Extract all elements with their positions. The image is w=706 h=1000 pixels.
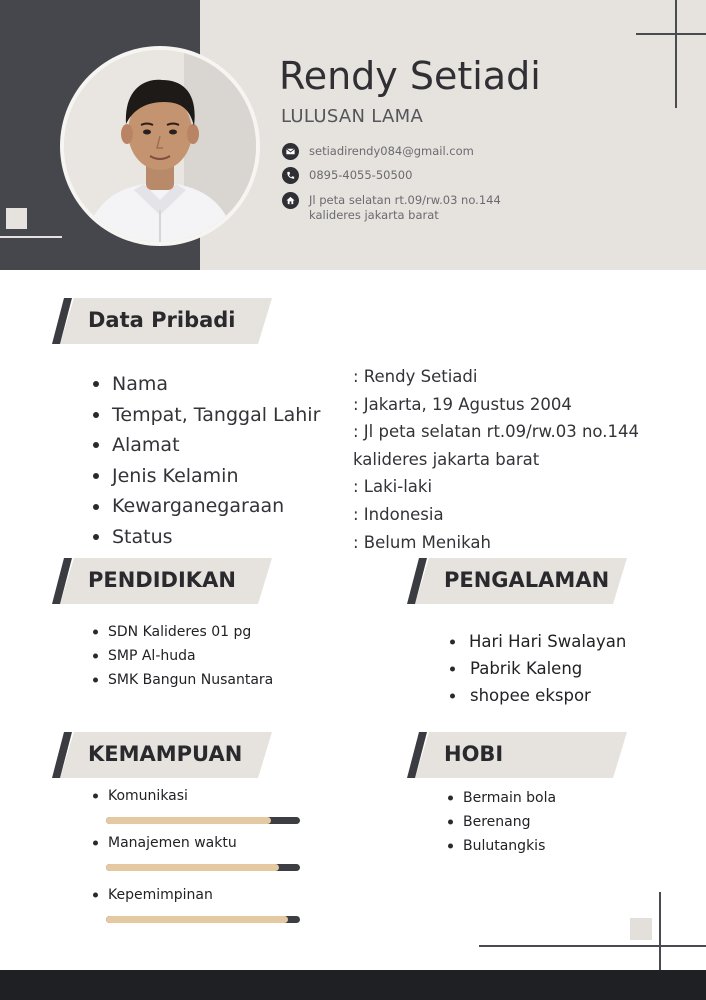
personal-labels-list (93, 369, 320, 553)
contact-email[interactable]: setiadirendy084@gmail.com (309, 144, 474, 158)
education-list (93, 620, 273, 692)
section-heading-experience (407, 558, 629, 604)
personal-value: : Indonesia (353, 504, 444, 524)
skill-label: Komunikasi (93, 788, 188, 804)
section-heading-hobbies (407, 732, 629, 778)
contact-address-line2: kalideres jakarta barat (309, 208, 439, 222)
skill-label: Kepemimpinan (93, 887, 213, 903)
list-item: Berenang (448, 810, 556, 834)
personal-value: : Belum Menikah (353, 532, 491, 552)
skill-bar (106, 916, 300, 923)
personal-label: Nama (93, 369, 320, 400)
section-heading-education (52, 558, 274, 604)
decorative-cross-vertical (675, 0, 677, 108)
personal-label: Status (93, 522, 320, 553)
decorative-line (479, 945, 706, 947)
personal-value: : Laki-laki (353, 477, 433, 497)
list-item: Hari Hari Swalayan (450, 628, 626, 655)
section-title: HOBI (444, 742, 504, 766)
list-item: Bermain bola (448, 786, 556, 810)
personal-value: : Jakarta, 19 Agustus 2004 (353, 394, 572, 414)
hobbies-list (448, 786, 556, 858)
decorative-square (6, 208, 27, 229)
skill-bar (106, 817, 300, 824)
section-heading-skills (52, 732, 274, 778)
personal-label: Jenis Kelamin (93, 461, 320, 492)
list-item: Bulutangkis (448, 834, 556, 858)
skill-bar (106, 864, 300, 871)
contact-address-line1: Jl peta selatan rt.09/rw.03 no.144 (309, 193, 501, 207)
personal-value: kalideres jakarta barat (353, 449, 540, 469)
email-icon (282, 143, 299, 160)
list-item: shopee ekspor (450, 682, 626, 709)
list-item: Pabrik Kaleng (450, 655, 626, 682)
experience-list (450, 628, 626, 709)
phone-icon (282, 167, 299, 184)
list-item: SDN Kalideres 01 pg (93, 620, 273, 644)
section-title: KEMAMPUAN (88, 742, 243, 766)
contact-phone[interactable]: 0895-4055-50500 (309, 168, 413, 182)
list-item: SMK Bangun Nusantara (93, 668, 273, 692)
personal-values-list (353, 363, 639, 556)
list-item: SMP Al-huda (93, 644, 273, 668)
personal-label: Kewarganegaraan (93, 491, 320, 522)
section-title: PENDIDIKAN (88, 568, 236, 592)
decorative-cross-horizontal (636, 33, 706, 35)
decorative-square (630, 918, 652, 940)
skill-bar-fill (106, 916, 288, 923)
resume-subtitle: LULUSAN LAMA (281, 106, 424, 127)
home-icon (282, 192, 299, 209)
section-heading-personal (52, 298, 274, 344)
profile-photo (64, 50, 256, 242)
personal-label: Tempat, Tanggal Lahir (93, 400, 320, 431)
footer-bar (0, 970, 706, 1000)
section-title: Data Pribadi (88, 308, 236, 332)
personal-label: Alamat (93, 430, 320, 461)
personal-value: : Rendy Setiadi (353, 367, 478, 386)
section-title: PENGALAMAN (444, 568, 610, 592)
personal-value: : Jl peta selatan rt.09/rw.03 no.144 (353, 422, 639, 442)
skill-bar-fill (106, 864, 279, 871)
decorative-line (0, 236, 62, 238)
skill-bar-fill (106, 817, 271, 824)
resume-name: Rendy Setiadi (279, 54, 541, 98)
skill-label: Manajemen waktu (93, 835, 237, 851)
